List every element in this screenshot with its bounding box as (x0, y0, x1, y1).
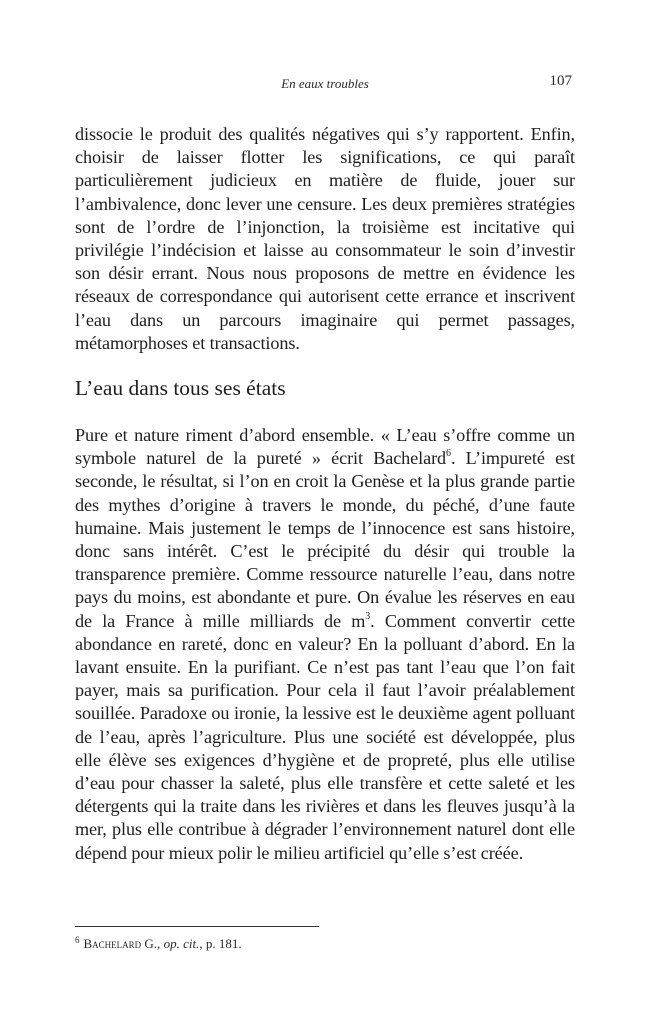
footnote-initial: G., (141, 936, 164, 951)
footnote-number: 6 (75, 934, 80, 945)
footnote-page: , p. 181. (199, 936, 242, 951)
footnote-author: Bachelard (83, 936, 142, 951)
cubic-exponent: 3 (365, 610, 371, 622)
footnote-op-cit: op. cit. (163, 936, 200, 951)
footnote-reference[interactable]: 6 (446, 448, 451, 460)
section-heading: L’eau dans tous ses états (75, 376, 286, 400)
footnote-separator (75, 926, 319, 927)
paragraph-2 (75, 424, 575, 865)
page-number: 107 (549, 73, 572, 89)
paragraph-1: dissocie le produit des qualités négatives qui s’y rapportent. Enfin, choisir de laisser flotter les significations, ce qui paraît particulièrement judicieux en matière de fluide, jouer sur l’ambivalence, donc lever une censure. Les deux premières stratégies sont de l’ordre de l’injonction, la troisième est incitative qui privilégie l’indécision et laisse au consommateur le soin d’investir son désir errant. Nous nous proposons de mettre en évidence les réseaux de correspondance qui autorisent cette errance et inscrivent l’eau dans un parcours imaginaire qui permet passages, métamorphoses et transactions. (75, 124, 575, 353)
footnote (75, 936, 242, 952)
paragraph-2-part-3: . Comment convertir cette abondance en rareté, donc en valeur? En la polluant d’abord. En la lavant ensuite. En la purifiant. Ce n’est pas tant l’eau que l’on fait payer, mais sa purification. Pour cela il faut l’avoir préalablement souillée. Paradoxe ou ironie, la lessive est le deuxième agent polluant de l’eau, après l’agriculture. Plus une société est développée, plus elle élève ses exigences d’hygiène et de propreté, plus elle utilise d’eau pour chasser la saleté, plus elle transfère et cette saleté et les détergents qui la traite dans les rivières et dans les fleuves jusqu’à la mer, plus elle contribue à dégrader l’environnement naturel dont elle dépend pour mieux polir le milieu artificiel qu’elle s’est créée. (75, 610, 575, 863)
paragraph-2-part-2: . L’impureté est seconde, le résultat, si l’on en croit la Genèse et la plus grande partie des mythes d’origine à travers le monde, du péché, d’une faute humaine. Mais justement le temps de l’innocence est sans histoire, donc sans intérêt. C’est le précipité du désir qui trouble la transparence première. Comme ressource naturelle l’eau, dans notre pays du moins, est abondante et pure. On évalue les réserves en eau de la France à mille milliards de m (75, 448, 575, 631)
running-title: En eaux troubles (281, 76, 369, 91)
paragraph-2-part-1: Pure et nature riment d’abord ensemble. « L’eau s’offre comme un symbole naturel de la pureté » écrit Bachelard (75, 425, 575, 469)
